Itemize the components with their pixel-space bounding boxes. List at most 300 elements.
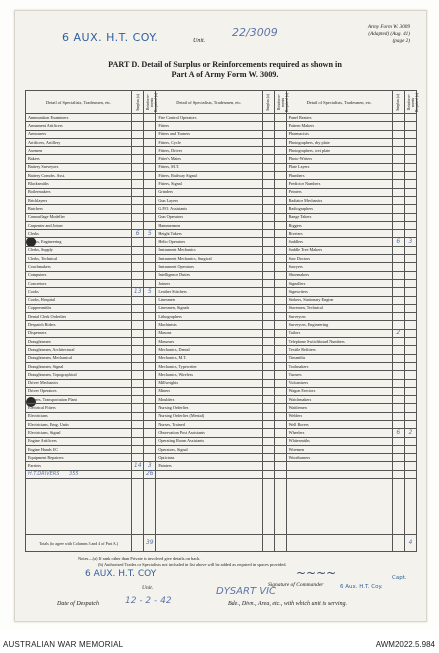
surplus-cell (132, 313, 144, 321)
reinforcement-cell (144, 437, 156, 445)
reinforcement-cell (274, 454, 286, 462)
reinforcement-cell (404, 362, 416, 370)
capt-stamp: Capt. (392, 575, 407, 581)
reinforcement-cell (144, 180, 156, 188)
trade-name: Watchmakers (286, 396, 392, 404)
table-row (26, 420, 417, 428)
date-of-despatch: 12 - 2 - 42 (125, 596, 172, 606)
reinforcement-cell (404, 445, 416, 453)
trade-name: Saw Doctors (286, 255, 392, 263)
reinforcement-cell (274, 321, 286, 329)
surplus-header: Surplus (a) (392, 91, 404, 114)
surplus-cell (132, 180, 144, 188)
table-row (26, 271, 417, 279)
trade-name: Millwrights (156, 379, 262, 387)
surplus-cell (262, 172, 274, 180)
reinforcement-cell (274, 346, 286, 354)
trade-name: Observation Post Assistants (156, 429, 262, 437)
surplus-cell (132, 246, 144, 254)
station-label: Bde., Divn., Area, etc., with which unit is serving. (228, 601, 347, 607)
reinforcements-header: Reinforce-ments Required (a) (274, 91, 286, 114)
surplus-cell (132, 396, 144, 404)
reinforcement-cell (144, 147, 156, 155)
surplus-cell: 14 (132, 462, 144, 470)
surplus-cell (392, 346, 404, 354)
surplus-cell (392, 404, 404, 412)
trade-name: Ammunition Examiners (26, 114, 132, 122)
surplus-cell (262, 188, 274, 196)
reinforcement-cell (144, 454, 156, 462)
table-row (26, 188, 417, 196)
trade-name: Mechanics, Wireless (156, 371, 262, 379)
trade-name: Fire Control Operators (156, 114, 262, 122)
reinforcement-cell (274, 396, 286, 404)
surplus-cell (262, 155, 274, 163)
signature-label: Signature of Commander (268, 582, 324, 588)
reinforcement-cell (144, 296, 156, 304)
surplus-cell (132, 420, 144, 428)
reinforcement-cell (274, 180, 286, 188)
reinforcement-cell (404, 321, 416, 329)
surplus-cell (132, 346, 144, 354)
surplus-cell (262, 288, 274, 296)
reinforcement-cell (404, 420, 416, 428)
totals-label: Totals (to agree with Columns 3 and 4 of Part A.) (26, 535, 132, 552)
surplus-cell (132, 362, 144, 370)
reinforcement-cell (144, 238, 156, 246)
surplus-cell (392, 279, 404, 287)
reinforcement-cell (274, 420, 286, 428)
reinforcement-cell (404, 387, 416, 395)
trade-name: Grinders (156, 188, 262, 196)
reinforcement-cell (144, 205, 156, 213)
surplus-cell (392, 371, 404, 379)
reinforcement-cell (144, 313, 156, 321)
reinforcement-cell (274, 114, 286, 122)
surplus-cell (392, 288, 404, 296)
reinforcement-cell (274, 263, 286, 271)
surplus-cell (392, 138, 404, 146)
table-row (26, 396, 417, 404)
trade-name: Gun Layers (156, 196, 262, 204)
reinforcement-cell (274, 338, 286, 346)
added-trade-name: H.T.DRIVERS (28, 471, 60, 478)
reinforcement-cell (144, 354, 156, 362)
surplus-cell (262, 263, 274, 271)
surplus-cell (132, 329, 144, 337)
reinforcement-cell (144, 271, 156, 279)
trade-name: Concretors (26, 279, 132, 287)
reinforcement-cell (274, 255, 286, 263)
trade-name: Draughtsmen, Mechanical (26, 354, 132, 362)
surplus-cell: 2 (392, 329, 404, 337)
trade-name: Fitter's Mates (156, 155, 262, 163)
trade-name: Toolmakers (286, 362, 392, 370)
table-row (26, 354, 417, 362)
trade-name: Wiremen (286, 445, 392, 453)
surplus-cell (262, 180, 274, 188)
surplus-cell (262, 238, 274, 246)
surplus-cell (262, 122, 274, 130)
commander-signature-mark: ~~~~ (296, 566, 337, 580)
trade-name: Signallers (286, 279, 392, 287)
reinforcement-cell (274, 147, 286, 155)
surplus-cell (262, 437, 274, 445)
reinforcement-cell (274, 296, 286, 304)
table-row (26, 462, 417, 470)
reinforcement-cell (274, 122, 286, 130)
surplus-cell (392, 130, 404, 138)
surplus-cell (262, 213, 274, 221)
trade-name: Textile Refitters (286, 346, 392, 354)
trade-name: Fitters (156, 122, 262, 130)
trade-name: Coppersmiths (26, 304, 132, 312)
trade-name: Signwriters (286, 288, 392, 296)
reinforcement-cell (404, 205, 416, 213)
trade-name: Bakers (26, 155, 132, 163)
trade-name: Height Takers (156, 230, 262, 238)
reinforcement-cell (404, 122, 416, 130)
reinforcement-cell (404, 180, 416, 188)
trade-name: Vulcanisers (286, 379, 392, 387)
trade-name: Miners (156, 387, 262, 395)
trade-name: Engine Artificers (26, 437, 132, 445)
totals-row (26, 535, 417, 552)
surplus-cell (132, 138, 144, 146)
trade-name: Saddlers (286, 238, 392, 246)
trade-name: Plate Layers (286, 163, 392, 171)
reinforcement-cell (274, 230, 286, 238)
reinforcement-cell (274, 238, 286, 246)
surplus-cell (392, 122, 404, 130)
surplus-cell (262, 454, 274, 462)
surplus-cell (262, 313, 274, 321)
reinforcement-cell (144, 412, 156, 420)
reinforcement-cell (404, 288, 416, 296)
surplus-cell (132, 445, 144, 453)
trade-name: Pharmacists (286, 130, 392, 138)
surplus-cell: 6 (132, 230, 144, 238)
reinforcement-cell (144, 130, 156, 138)
reference-number: 22/3009 (232, 26, 278, 39)
surplus-cell (262, 371, 274, 379)
table-row (26, 313, 417, 321)
table-row (26, 230, 417, 238)
reinforcement-cell (274, 213, 286, 221)
trade-name: Battery Surveyors (26, 163, 132, 171)
table-row (26, 379, 417, 387)
trade-name: Photographers, dry plate (286, 138, 392, 146)
trade-name: Plumbers (286, 172, 392, 180)
surplus-cell (392, 321, 404, 329)
reinforcement-cell (404, 346, 416, 354)
table-row (26, 147, 417, 155)
table-row (26, 130, 417, 138)
surplus-cell (392, 255, 404, 263)
surplus-cell (262, 304, 274, 312)
surplus-cell (262, 404, 274, 412)
unit-stamp: 6 AUX. H.T. COY. (62, 31, 159, 44)
table-row (26, 321, 417, 329)
reinforcement-cell (144, 362, 156, 370)
trade-name: Telephone Switchboard Numbers (286, 338, 392, 346)
surplus-cell: 6 (392, 238, 404, 246)
form-line-2: (Adapted) (Aug. 41) (368, 31, 410, 37)
trade-name: Surveyors, Engineering (286, 321, 392, 329)
surplus-cell (392, 396, 404, 404)
trade-name: Painters (156, 462, 262, 470)
reinforcement-cell (274, 387, 286, 395)
trade-name: Dispensers (26, 329, 132, 337)
reinforcement-cell (274, 313, 286, 321)
trade-name: Helio Operators (156, 238, 262, 246)
reinforcement-cell (144, 246, 156, 254)
trade-name: Masseurs (156, 338, 262, 346)
form-line-1: Army Form W. 3009 (367, 24, 410, 30)
trade-name: Fitters, Cycle (156, 138, 262, 146)
trade-name: Carpenter and Joiner (26, 221, 132, 229)
surplus-cell (132, 279, 144, 287)
reinforcement-cell (404, 230, 416, 238)
table-row (26, 338, 417, 346)
reinforcement-cell (404, 196, 416, 204)
table-row (26, 387, 417, 395)
surplus-cell (132, 255, 144, 263)
surplus-cell (132, 114, 144, 122)
trade-name: Fitters, M.T. (156, 163, 262, 171)
form-designation (346, 24, 410, 45)
table-row (26, 213, 417, 221)
reinforcement-cell (274, 412, 286, 420)
table-extra-rows (26, 470, 417, 551)
reinforcement-cell (404, 188, 416, 196)
reinforcement-cell (274, 172, 286, 180)
trade-name: Mechanics, M.T. (156, 354, 262, 362)
trade-name: Wattlemen (286, 404, 392, 412)
trade-name: Wagon Erectors (286, 387, 392, 395)
surplus-cell (262, 354, 274, 362)
trade-name: Riveters (286, 230, 392, 238)
reinforcements-header: Reinforce-ments Required (a) (404, 91, 416, 114)
surplus-cell (132, 437, 144, 445)
trade-name: Clerks, Engineering (26, 238, 132, 246)
reinforcement-cell (404, 338, 416, 346)
reinforcement-cell (274, 445, 286, 453)
reinforcement-cell (144, 338, 156, 346)
surplus-cell (392, 172, 404, 180)
totals-reinf-col3: 4 (404, 535, 416, 552)
trade-name: Panel Beaters (286, 114, 392, 122)
reinforcement-cell (274, 304, 286, 312)
surplus-cell (262, 420, 274, 428)
trade-name: Axemen (26, 147, 132, 155)
table-row (26, 454, 417, 462)
reinforcement-cell (274, 138, 286, 146)
trade-name: Blacksmiths (26, 180, 132, 188)
reinforcement-cell (404, 213, 416, 221)
table-row (26, 238, 417, 246)
trade-name: Draughtsmen, Signal (26, 362, 132, 370)
surplus-cell (132, 387, 144, 395)
table-row (26, 288, 417, 296)
surplus-cell (262, 221, 274, 229)
trade-name: Woodturners (286, 454, 392, 462)
table-row (26, 404, 417, 412)
reinforcement-cell (144, 172, 156, 180)
table-row (26, 437, 417, 445)
reinforcement-cell (274, 371, 286, 379)
trade-name: Intelligence Duties (156, 271, 262, 279)
reinforcement-cell (274, 437, 286, 445)
reinforcement-cell (404, 354, 416, 362)
surplus-cell (392, 205, 404, 213)
surplus-cell (132, 263, 144, 271)
table-row (26, 263, 417, 271)
surplus-cell (392, 437, 404, 445)
reinforcement-cell (144, 379, 156, 387)
table-row (26, 329, 417, 337)
surplus-cell (392, 180, 404, 188)
table-row (26, 138, 417, 146)
surplus-cell (392, 114, 404, 122)
table-row (26, 114, 417, 122)
trade-name: Machinists (156, 321, 262, 329)
surplus-cell (132, 354, 144, 362)
trade-name: Camouflage Modeller (26, 213, 132, 221)
trade-name: Masons (156, 329, 262, 337)
trade-name: Instrument Mechanics (156, 246, 262, 254)
specialists-table (25, 90, 417, 552)
reinforcement-cell (404, 279, 416, 287)
reinforcement-cell (274, 362, 286, 370)
surplus-cell (392, 188, 404, 196)
reinforcement-cell (144, 396, 156, 404)
surplus-cell (392, 271, 404, 279)
trade-name: Mechanics, Typewriter (156, 362, 262, 370)
reinforcement-cell (144, 255, 156, 263)
surplus-cell (392, 454, 404, 462)
reinforcement-cell (144, 263, 156, 271)
reinforcement-cell (274, 404, 286, 412)
reinforcement-cell (274, 163, 286, 171)
reinforcement-cell (274, 429, 286, 437)
surplus-cell (262, 163, 274, 171)
table-row (26, 172, 417, 180)
trade-name: Opticians (156, 454, 262, 462)
reinforcement-cell (144, 420, 156, 428)
trade-name: Coachmakers (26, 263, 132, 271)
surplus-cell (392, 263, 404, 271)
surplus-cell (262, 196, 274, 204)
surplus-cell (262, 387, 274, 395)
table-row (26, 296, 417, 304)
reinforcement-cell (274, 354, 286, 362)
surplus-cell (262, 338, 274, 346)
trade-name: Tinsmiths (286, 354, 392, 362)
surplus-cell (132, 271, 144, 279)
trade-name: Wheelers (286, 429, 392, 437)
trade-name: Whitesmiths (286, 437, 392, 445)
table-row (26, 371, 417, 379)
trade-name: Well Borers (286, 420, 392, 428)
reinforcement-cell (144, 188, 156, 196)
trade-name: Nurses, Trained (156, 420, 262, 428)
surplus-header: Surplus (a) (132, 91, 144, 114)
surplus-cell (132, 404, 144, 412)
surplus-cell (132, 321, 144, 329)
trade-name: Surveyors (286, 313, 392, 321)
reinforcement-cell (404, 271, 416, 279)
trade-name: Draughtsmen, Topographical (26, 371, 132, 379)
trade-name (286, 462, 392, 470)
trade-name: Welders (286, 412, 392, 420)
surplus-cell (262, 362, 274, 370)
trade-name: Boilermakers (26, 188, 132, 196)
trade-name: Stokers, Stationary Engine (286, 296, 392, 304)
surplus-cell (392, 230, 404, 238)
reinforcement-cell (404, 163, 416, 171)
surplus-cell (262, 329, 274, 337)
trade-name: Shoemakers (286, 271, 392, 279)
surplus-cell (392, 304, 404, 312)
part-d-title (40, 60, 410, 80)
surplus-cell (262, 279, 274, 287)
reinforcement-cell (404, 412, 416, 420)
added-trade-surplus-written: 355 (69, 471, 79, 478)
caption-bar (0, 629, 439, 653)
reinforcement-cell (404, 221, 416, 229)
footer-unit-stamp: 6 AUX. H.T. COY (85, 569, 157, 579)
surplus-cell (262, 396, 274, 404)
surplus-cell (392, 213, 404, 221)
reinforcement-cell (274, 462, 286, 470)
trade-name: Electrical Fitters (26, 404, 132, 412)
reinforcement-cell (404, 246, 416, 254)
trade-name: Linesmen, Signals (156, 304, 262, 312)
reinforcement-cell (144, 196, 156, 204)
surplus-cell (392, 338, 404, 346)
surplus-cell: 13 (132, 288, 144, 296)
caption-institution: AUSTRALIAN WAR MEMORIAL (3, 640, 124, 649)
reinforcement-cell (274, 288, 286, 296)
surplus-cell (392, 221, 404, 229)
surplus-cell (392, 147, 404, 155)
table-row (26, 163, 417, 171)
trade-name: Radiographers (286, 205, 392, 213)
surplus-cell (132, 296, 144, 304)
reinforcement-cell (404, 437, 416, 445)
table-row (26, 362, 417, 370)
column-header: Detail of Specialists, Tradesmen, etc. (286, 91, 392, 114)
trade-name: Dental Clerk Orderlies (26, 313, 132, 321)
surplus-cell (392, 412, 404, 420)
unit-word: Unit. (193, 38, 206, 44)
reinforcement-cell (404, 304, 416, 312)
trade-name: Clerks (26, 230, 132, 238)
surplus-cell (262, 114, 274, 122)
reinforcements-header: Reinforce-ments Required (a) (144, 91, 156, 114)
reinforcement-cell (274, 130, 286, 138)
surplus-cell (392, 196, 404, 204)
reinforcement-cell (404, 172, 416, 180)
trade-name: Armament Artificers (26, 122, 132, 130)
table-row (26, 180, 417, 188)
trade-name: Fitters, Signal (156, 180, 262, 188)
table-row (26, 122, 417, 130)
trade-name: Lithographers (156, 313, 262, 321)
surplus-cell (262, 296, 274, 304)
trade-name: Driver Operators (26, 387, 132, 395)
